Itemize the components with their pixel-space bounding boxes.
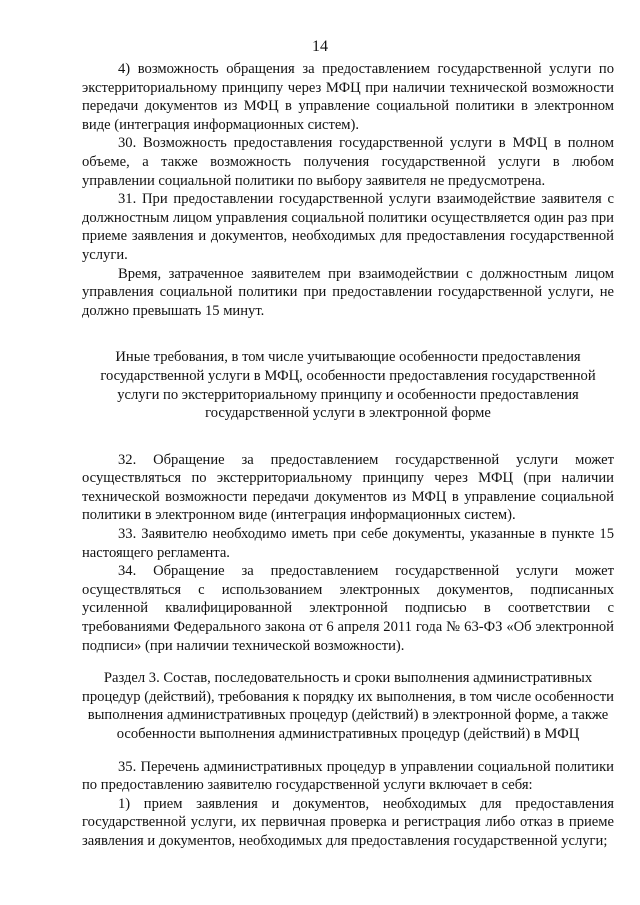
section-heading-part-3: Раздел 3. Состав, последовательность и сроки выполнения административных процедур (действий), требования к порядку их выполнения, в том числе особенности выполнения административных процедур (действий) в электронной форме, а также особенности выполнения административных процедур (действий) в МФЦ <box>82 670 614 742</box>
section-heading-other-requirements: Иные требования, в том числе учитывающие особенности предоставления государственной услуги в МФЦ, особенности предоставления государственной услуги по экстерриториальному принципу и особенности предоставления государственной услуги в электронной форме <box>100 349 596 422</box>
paragraph-32: 32. Обращение за предоставлением государственной услуги может осуществляться по экстерриториальному принципу через МФЦ (при наличии технической возможности передачи документов из МФЦ в управление социальной политики в электронном виде (интеграция информационных систем). <box>82 451 614 524</box>
spacer <box>82 744 614 758</box>
paragraph-31-time: Время, затраченное заявителем при взаимодействии с должностным лицом управления социальной политики при предоставлении государственной услуги, не должно превышать 15 минут. <box>82 265 614 319</box>
paragraph-33: 33. Заявителю необходимо иметь при себе документы, указанные в пункте 15 настоящего регламента. <box>82 526 614 561</box>
spacer <box>82 423 614 451</box>
paragraph-item-4: 4) возможность обращения за предоставлением государственной услуги по экстерриториальному принципу через МФЦ при наличии технической возможности передачи документов из МФЦ в управление социальной политики в электронном виде (интеграция информационных систем). <box>82 61 614 133</box>
paragraph-35-item-1: 1) прием заявления и документов, необходимых для предоставления государственной услуги, их первичная проверка и регистрация либо отказ в приеме заявления и документов, необходимых для предоставления государственной услуги; <box>82 795 614 849</box>
spacer <box>82 320 614 348</box>
document-body <box>82 60 614 851</box>
paragraph-35: 35. Перечень административных процедур в управлении социальной политики по предоставлению заявителю государственной услуги включает в себя: <box>82 758 614 794</box>
paragraph-30: 30. Возможность предоставления государственной услуги в МФЦ в полном объеме, а также возможность получения государственной услуги в любом управлении социальной политики по выбору заявителя не предусмотрена. <box>82 135 614 189</box>
spacer <box>82 655 614 669</box>
paragraph-34: 34. Обращение за предоставлением государственной услуги может осуществляться с использованием электронных документов, подписанных усиленной квалифицированной электронной подписью в соответствии с требованиями Федерального закона от 6 апреля 2011 года № 63-ФЗ «Об электронной подписи» (при наличии технической возможности). <box>82 563 614 654</box>
page-number: 14 <box>312 38 328 55</box>
paragraph-31: 31. При предоставлении государственной услуги взаимодействие заявителя с должностным лицом управления социальной политики осуществляется один раз при приеме заявления и документов, необходимых для предоставления государственной услуги. <box>82 191 614 263</box>
